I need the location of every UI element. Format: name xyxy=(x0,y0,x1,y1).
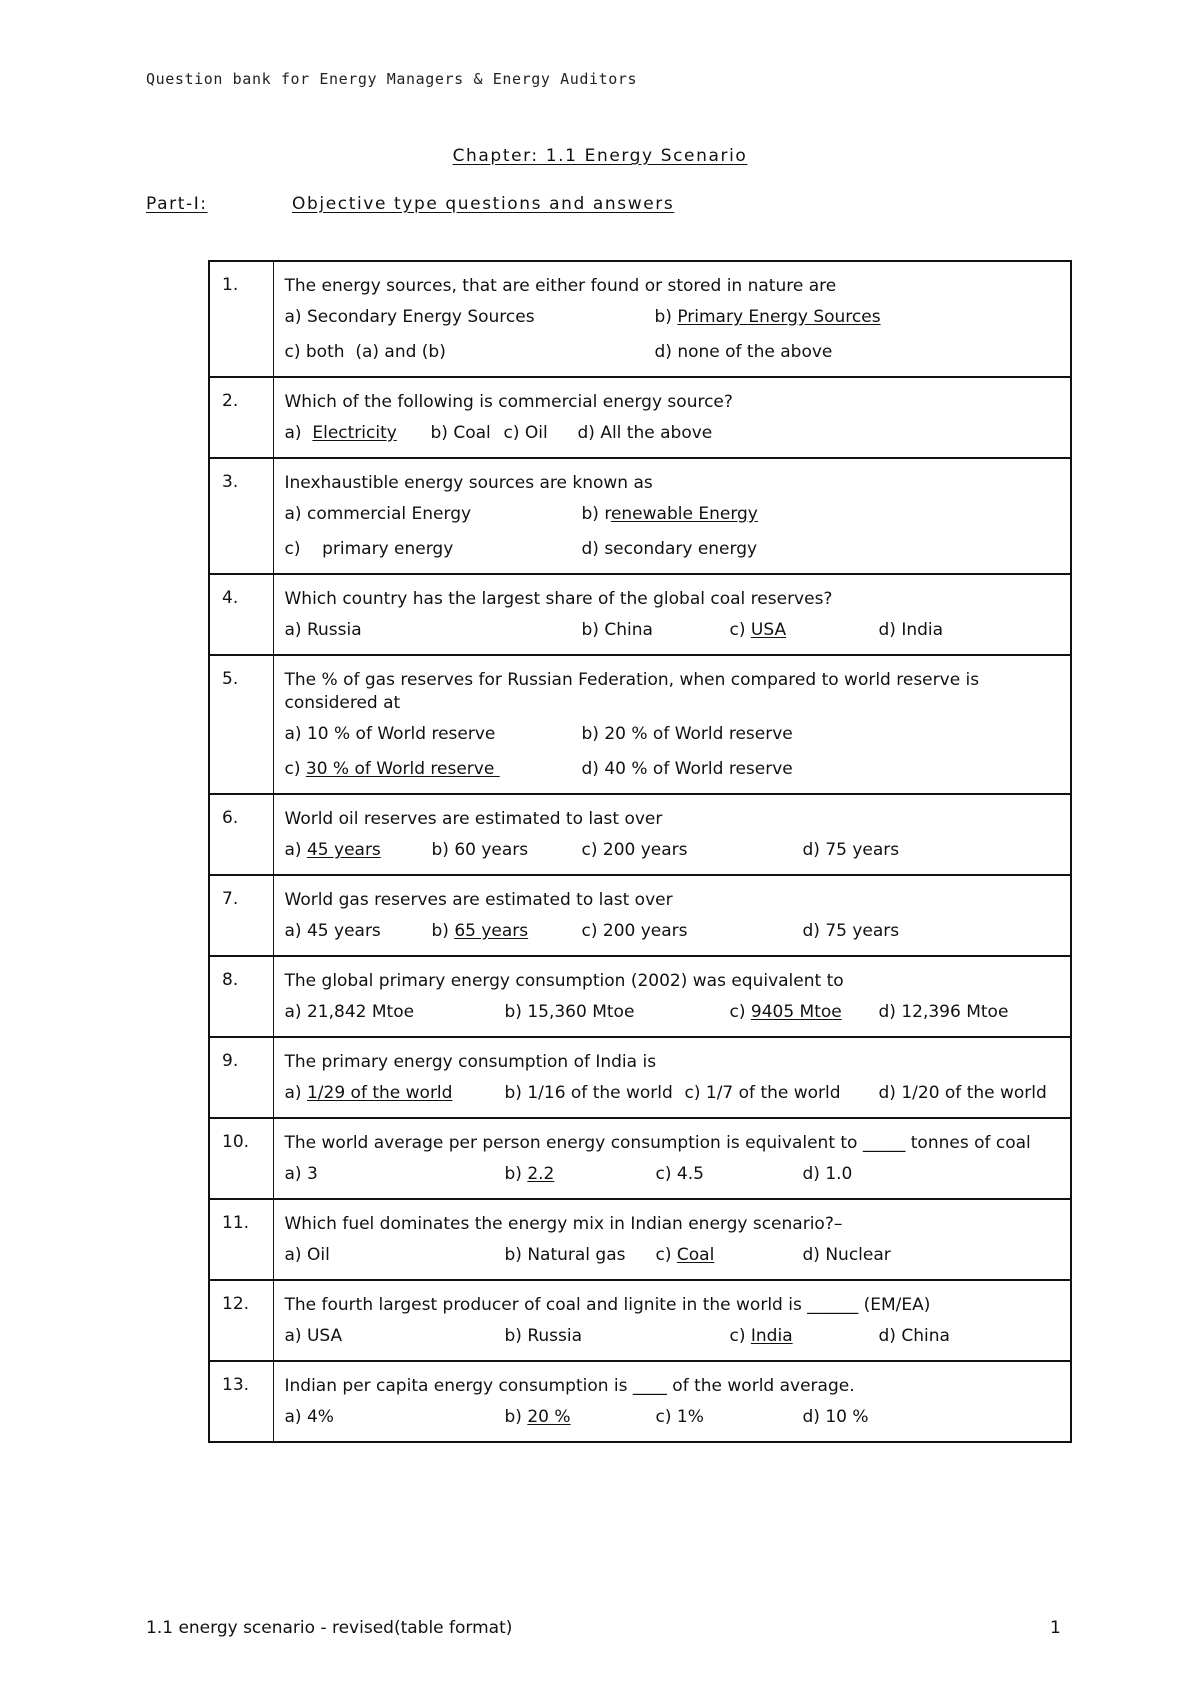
question-body-cell xyxy=(273,956,1071,1037)
option-letter: a) xyxy=(284,724,307,744)
answer-option xyxy=(285,1001,415,1024)
answer-option xyxy=(879,1001,1009,1024)
option-text: 40 % of World reserve xyxy=(604,759,793,779)
option-letter: a) xyxy=(284,307,307,327)
answer-option xyxy=(505,1001,635,1024)
option-text: 1% xyxy=(676,1407,704,1427)
option-letter: c) xyxy=(581,840,603,860)
correct-answer: Coal xyxy=(676,1245,715,1265)
option-letter: c) xyxy=(284,539,323,559)
options-row xyxy=(285,1082,1063,1117)
option-letter: b) xyxy=(431,921,455,941)
answer-option xyxy=(285,723,496,746)
answer-option xyxy=(285,1163,318,1186)
question-body-cell xyxy=(273,1118,1071,1199)
question-body-cell xyxy=(273,655,1071,794)
option-text: Nuclear xyxy=(825,1245,891,1265)
answer-option xyxy=(285,839,381,862)
option-letter: d) xyxy=(577,423,601,443)
option-text: commercial Energy xyxy=(306,504,472,524)
question-number-cell xyxy=(209,458,273,574)
question-text: The global primary energy consumption (2002) was equivalent to xyxy=(284,971,844,991)
answer-option xyxy=(285,538,454,561)
question-number: 7. xyxy=(222,889,239,909)
question-row xyxy=(209,794,1071,875)
answer-option xyxy=(285,422,397,445)
option-letter: b) xyxy=(581,620,605,640)
correct-answer: USA xyxy=(750,620,787,640)
correct-answer: Primary Energy Sources xyxy=(677,307,881,327)
answer-option xyxy=(656,1244,715,1267)
option-text: 60 years xyxy=(454,840,529,860)
option-letter: d) xyxy=(802,921,826,941)
question-text: Which fuel dominates the energy mix in Indian energy scenario?– xyxy=(284,1214,843,1234)
question-text: The world average per person energy consumption is equivalent to _____ tonnes of coal xyxy=(284,1133,1031,1153)
correct-answer: 20 % xyxy=(527,1407,571,1427)
option-letter: c) xyxy=(655,1164,677,1184)
question-table-body xyxy=(209,261,1071,1442)
question-number-cell xyxy=(209,1037,273,1118)
option-letter: c) xyxy=(284,759,306,779)
correct-answer: enewable Energy xyxy=(610,504,758,524)
option-letter: b) xyxy=(504,1083,528,1103)
question-text: The energy sources, that are either found or stored in nature are xyxy=(284,276,837,296)
answer-option xyxy=(803,1163,853,1186)
option-text: Russia xyxy=(527,1326,583,1346)
option-text: 1/16 of the world xyxy=(527,1083,673,1103)
answer-option xyxy=(285,758,500,781)
question-row xyxy=(209,458,1071,574)
question-body-cell xyxy=(273,1037,1071,1118)
answer-option xyxy=(803,1406,869,1429)
option-text: 4.5 xyxy=(676,1164,704,1184)
correct-answer: 45 years xyxy=(306,840,381,860)
correct-answer: 30 % of World reserve xyxy=(305,759,500,779)
option-letter: c) xyxy=(503,423,525,443)
question-text: The primary energy consumption of India is xyxy=(284,1052,657,1072)
correct-answer: India xyxy=(750,1326,793,1346)
option-text: Secondary Energy Sources xyxy=(306,307,535,327)
answer-option xyxy=(656,1406,704,1429)
option-text: 21,842 Mtoe xyxy=(306,1002,415,1022)
correct-answer: Electricity xyxy=(312,423,397,443)
answer-option xyxy=(582,538,758,561)
option-letter: c) xyxy=(581,921,603,941)
option-text: China xyxy=(901,1326,950,1346)
question-body-cell xyxy=(273,1199,1071,1280)
question-number: 13. xyxy=(222,1375,250,1395)
options-row xyxy=(285,1406,1063,1441)
question-number-cell xyxy=(209,1118,273,1199)
question-body-cell xyxy=(273,1361,1071,1442)
answer-option xyxy=(582,920,688,943)
chapter-title: Chapter: 1.1 Energy Scenario xyxy=(452,146,748,166)
option-letter: a) xyxy=(284,423,313,443)
question-row xyxy=(209,574,1071,655)
option-text: USA xyxy=(306,1326,343,1346)
option-letter: c) xyxy=(729,620,751,640)
answer-option xyxy=(655,341,833,364)
option-letter: b) xyxy=(504,1245,528,1265)
question-number: 8. xyxy=(222,970,239,990)
question-number-cell xyxy=(209,655,273,794)
option-letter: a) xyxy=(284,921,307,941)
question-number: 6. xyxy=(222,808,239,828)
answer-option xyxy=(656,1163,704,1186)
option-letter: b) xyxy=(581,724,605,744)
answer-option xyxy=(285,1082,453,1105)
option-letter: a) xyxy=(284,1164,307,1184)
option-text: 45 years xyxy=(306,921,381,941)
answer-option xyxy=(504,422,548,445)
question-number: 4. xyxy=(222,588,239,608)
correct-answer: 9405 Mtoe xyxy=(750,1002,842,1022)
answer-option xyxy=(285,1244,330,1267)
option-text: primary energy xyxy=(322,539,454,559)
option-letter: b) xyxy=(504,1164,528,1184)
option-letter: d) xyxy=(878,1083,902,1103)
question-body-cell xyxy=(273,794,1071,875)
question-body-cell xyxy=(273,377,1071,458)
answer-option xyxy=(505,1325,583,1348)
answer-option xyxy=(505,1406,571,1429)
option-letter: c) xyxy=(655,1407,677,1427)
option-letter: b) xyxy=(504,1407,528,1427)
correct-answer: 1/29 of the world xyxy=(306,1083,453,1103)
answer-option xyxy=(505,1082,673,1105)
option-text: 4% xyxy=(306,1407,334,1427)
option-text: 10 % xyxy=(825,1407,869,1427)
question-body-cell xyxy=(273,261,1071,377)
option-letter: d) xyxy=(802,1245,826,1265)
option-letter: a) xyxy=(284,840,307,860)
question-number-cell xyxy=(209,794,273,875)
question-number-cell xyxy=(209,956,273,1037)
option-text: 75 years xyxy=(825,840,900,860)
answer-option xyxy=(655,306,881,329)
option-text: China xyxy=(604,620,653,640)
question-body-cell xyxy=(273,458,1071,574)
question-number-cell xyxy=(209,574,273,655)
question-number: 10. xyxy=(222,1132,250,1152)
option-letter: a) xyxy=(284,1002,307,1022)
option-text: 1.0 xyxy=(825,1164,853,1184)
answer-option xyxy=(285,341,446,364)
answer-option xyxy=(879,1082,1047,1105)
answer-option xyxy=(730,1325,793,1348)
answer-option xyxy=(582,619,653,642)
question-text: Indian per capita energy consumption is ____ of the world average. xyxy=(284,1376,855,1396)
question-text: Which country has the largest share of the global coal reserves? xyxy=(284,589,833,609)
question-body-cell xyxy=(273,1280,1071,1361)
answer-option xyxy=(582,723,793,746)
option-text: 1/20 of the world xyxy=(901,1083,1047,1103)
answer-option xyxy=(879,619,944,642)
options-row xyxy=(285,619,1063,654)
question-row xyxy=(209,1199,1071,1280)
option-letter: b) xyxy=(504,1326,528,1346)
options-row xyxy=(285,422,1063,457)
options-row xyxy=(285,1163,1063,1198)
option-text: 20 % of World reserve xyxy=(604,724,793,744)
option-letter: d) xyxy=(802,1164,826,1184)
options-row xyxy=(285,538,1063,573)
question-number: 5. xyxy=(222,669,239,689)
options-row xyxy=(285,920,1063,955)
option-letter: c) xyxy=(655,1245,677,1265)
answer-option xyxy=(285,920,381,943)
options-row xyxy=(285,1001,1063,1036)
option-letter: d) xyxy=(802,840,826,860)
answer-option xyxy=(803,839,900,862)
options-row xyxy=(285,1325,1063,1360)
answer-option xyxy=(730,1001,842,1024)
option-text: Coal xyxy=(453,423,491,443)
option-letter: b) xyxy=(504,1002,528,1022)
option-text: 15,360 Mtoe xyxy=(527,1002,635,1022)
question-text: World gas reserves are estimated to last over xyxy=(284,890,673,910)
option-letter: b) r xyxy=(581,504,611,524)
question-number: 12. xyxy=(222,1294,250,1314)
answer-option xyxy=(582,839,688,862)
option-letter: a) xyxy=(284,1245,307,1265)
answer-option xyxy=(582,503,758,526)
part-heading: Objective type questions and answers xyxy=(292,194,675,214)
question-number: 3. xyxy=(222,472,239,492)
option-letter: d) xyxy=(878,620,902,640)
answer-option xyxy=(803,920,900,943)
question-text: Which of the following is commercial energy source? xyxy=(284,392,733,412)
option-letter: c) xyxy=(284,342,306,362)
option-text: Natural gas xyxy=(527,1245,626,1265)
option-letter: c) xyxy=(729,1326,751,1346)
answer-option xyxy=(432,920,529,943)
option-letter: a) xyxy=(284,1407,307,1427)
option-text: 1/7 of the world xyxy=(705,1083,841,1103)
option-letter: a) xyxy=(284,1083,307,1103)
answer-option xyxy=(285,1325,343,1348)
question-body-cell xyxy=(273,875,1071,956)
question-text: Inexhaustible energy sources are known as xyxy=(284,473,653,493)
question-number-cell xyxy=(209,377,273,458)
options-row xyxy=(285,1244,1063,1279)
option-text: 3 xyxy=(306,1164,318,1184)
correct-answer: 2.2 xyxy=(527,1164,555,1184)
part-label: Part-I: xyxy=(146,194,208,214)
option-text: 200 years xyxy=(602,921,688,941)
answer-option xyxy=(432,839,529,862)
option-letter: d) xyxy=(581,539,605,559)
question-text: The % of gas reserves for Russian Federation, when compared to world reserve is considered at xyxy=(284,670,980,713)
question-number: 9. xyxy=(222,1051,239,1071)
option-text: both (a) and (b) xyxy=(305,342,446,362)
option-letter: b) xyxy=(654,307,678,327)
answer-option xyxy=(879,1325,950,1348)
answer-option xyxy=(803,1244,891,1267)
question-number: 1. xyxy=(222,275,239,295)
option-text: India xyxy=(901,620,944,640)
option-letter: d) xyxy=(802,1407,826,1427)
page-number: 1 xyxy=(1050,1618,1061,1638)
answer-option xyxy=(582,758,793,781)
question-row xyxy=(209,956,1071,1037)
option-text: secondary energy xyxy=(604,539,758,559)
answer-option xyxy=(285,1406,334,1429)
option-text: 10 % of World reserve xyxy=(306,724,496,744)
option-letter: d) xyxy=(878,1002,902,1022)
question-row xyxy=(209,261,1071,377)
options-row xyxy=(285,758,1063,793)
option-text: Russia xyxy=(306,620,362,640)
option-letter: d) xyxy=(654,342,678,362)
option-letter: b) xyxy=(431,840,455,860)
question-number-cell xyxy=(209,1280,273,1361)
footer-filename: 1.1 energy scenario - revised(table format) xyxy=(146,1618,513,1638)
question-row xyxy=(209,1280,1071,1361)
answer-option xyxy=(285,306,535,329)
correct-answer: 65 years xyxy=(454,921,529,941)
option-letter: b) xyxy=(430,423,454,443)
question-number: 11. xyxy=(222,1213,250,1233)
answer-option xyxy=(431,422,491,445)
answer-option xyxy=(685,1082,841,1105)
option-letter: d) xyxy=(581,759,605,779)
question-table xyxy=(208,260,1072,1443)
question-number-cell xyxy=(209,1361,273,1442)
answer-option xyxy=(505,1244,626,1267)
question-row xyxy=(209,377,1071,458)
question-number-cell xyxy=(209,1199,273,1280)
options-row xyxy=(285,723,1063,758)
answer-option xyxy=(285,503,472,526)
options-row xyxy=(285,341,1063,376)
option-text: Oil xyxy=(524,423,548,443)
option-text: 12,396 Mtoe xyxy=(901,1002,1009,1022)
option-letter: c) xyxy=(729,1002,751,1022)
option-text: All the above xyxy=(600,423,713,443)
answer-option xyxy=(578,422,713,445)
option-letter: d) xyxy=(878,1326,902,1346)
question-number: 2. xyxy=(222,391,239,411)
answer-option xyxy=(730,619,787,642)
question-row xyxy=(209,1118,1071,1199)
question-row xyxy=(209,1037,1071,1118)
document-header: Question bank for Energy Managers & Energy Auditors xyxy=(146,70,638,88)
question-row xyxy=(209,655,1071,794)
question-body-cell xyxy=(273,574,1071,655)
question-text: The fourth largest producer of coal and lignite in the world is ______ (EM/EA) xyxy=(284,1295,931,1315)
question-row xyxy=(209,1361,1071,1442)
option-letter: c) xyxy=(684,1083,706,1103)
option-letter: a) xyxy=(284,620,307,640)
answer-option xyxy=(285,619,362,642)
question-text: World oil reserves are estimated to last over xyxy=(284,809,663,829)
option-text: 75 years xyxy=(825,921,900,941)
option-text: Oil xyxy=(306,1245,330,1265)
options-row xyxy=(285,503,1063,538)
option-letter: a) xyxy=(284,1326,307,1346)
option-text: none of the above xyxy=(677,342,833,362)
question-number-cell xyxy=(209,261,273,377)
options-row xyxy=(285,306,1063,341)
options-row xyxy=(285,839,1063,874)
answer-option xyxy=(505,1163,555,1186)
question-number-cell xyxy=(209,875,273,956)
option-text: 200 years xyxy=(602,840,688,860)
option-letter: a) xyxy=(284,504,307,524)
question-row xyxy=(209,875,1071,956)
